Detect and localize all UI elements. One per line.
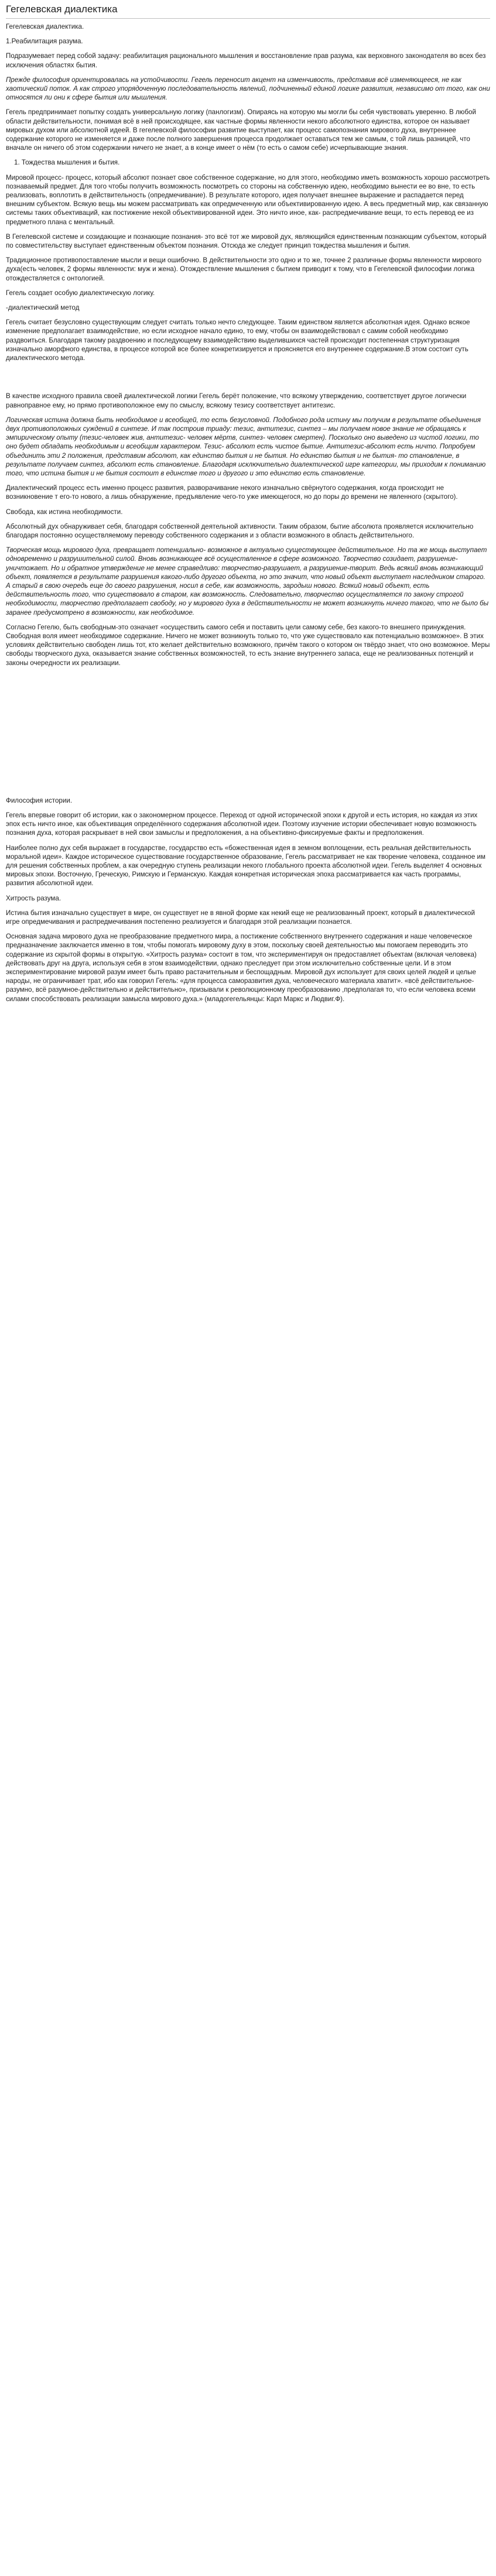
document-body	[6, 22, 490, 1003]
paragraph: Хитрость разума.	[6, 894, 61, 902]
paragraph: Свобода, как истина необходимости.	[6, 508, 123, 516]
paragraph: Гегель впервые говорит об истории, как о закономерном процессе. Переход от одной исторической эпохи к другой и есть история, но каждая из этих эпох есть ничто иное, как объективация определённого содержания абсолютной идеи. Поэтому изучение истории обеспечивает новую возможность познания духа, которая раскрывает в ней свои замыслы и предположения, а на объективно-фиксируемые факты и предположения.	[6, 811, 478, 837]
paragraph: -диалектический метод	[6, 304, 80, 312]
paragraph: Традиционное противопоставление мысли и вещи ошибочно. В действительности это одно и то же, точнее 2 различные формы явленности мирового духа(есть человек, 2 формы явленности: муж и жена). Отождествление мышления с бытием приводит к тому, что в Гегелевской философии логика отождествляется с онтологией.	[6, 256, 482, 282]
paragraph: Гегелевская диалектика.	[6, 23, 84, 30]
paragraph: Абсолютный дух обнаруживает себя, благодаря собственной деятельной активности. Таким образом, бытие абсолюта проявляется исключительно благодаря постоянно осуществляемому переводу собственного содержания и з области возможного в область действительного.	[6, 522, 474, 539]
paragraph: Философия истории.	[6, 796, 73, 804]
section-spacer	[6, 673, 490, 796]
page-title: Гегелевская диалектика	[6, 4, 490, 19]
paragraph: Прежде философия ориентировалась на устойчивости. Гегель переносит акцент на изменчивость, представив всё изменяющееся, не как хаотический поток. А как строго упорядоченную последовательность явлений, подчиненный единой логике развития, независимо от того, как они относятся ли они к сфере бытия или мышления.	[6, 76, 490, 102]
paragraph: Гегель предпринимает попытку создать универсальную логику (панлогизм). Опираясь на которую мы могли бы себя чувствовать уверенно. В любой области действительности, понимая всё в ней происходящее, как частные формы явленности некого абсолютного единства, которое он называет мировых духом или абсолютной идеей. В гегелевской философии развитие выступает, как процесс самопознания мирового духа, внутреннее содержание которого не изменяется и даже после полного завершения процесса продолжает оставаться тем же самым, с той лишь разницей, что вначале он ничего об этом содержании ничего не знает, а в конце имеет о нём (то есть о самом себе) исчерпывающие знания.	[6, 108, 476, 152]
list-item: 1. Тождества мышления и бытия.	[14, 159, 120, 167]
section-spacer	[6, 368, 490, 392]
paragraph: В качестве исходного правила своей диалектической логики Гегель берёт положение, что всякому утверждению, соответствует другое логически равноправное ему, но прямо противоположное ему по смыслу, всякому тезису соответствует антитезис.	[6, 392, 467, 409]
paragraph: Логическая истина должна быть необходимое и всеобщей, то есть безусловной. Подобного рода истину мы получим в результате объединения двух противоположных суждений в синтезе. И так построив триаду: тезис, антитезис, синтез – мы получаем новое знание не обращаясь к эмпирическому опыту (тезис-человек жив, антитезис- человек мёртв, синтез- человек смертен). Посколько оно выведено из чистой логики, то оно будет обладать необходимым и всеобщим характером. Тезис- абсолют есть чистое бытие. Антитезис-абсолют есть ничто. Попробуем объединить эти 2 положения, представим абсолют, как единство бытия и не бытия. Но единство бытия и не бытия- то становление, в результате получаем синтез, абсолют есть становление. Благодаря исключительно диалектической игре категории, мы приходим к пониманию того, что истина бытия и не бытия состоит в единстве того и другого и это единство есть становление.	[6, 416, 486, 477]
paragraph: В Гегелевской системе и созидающие и познающие познания- это всё тот же мировой дух, являющийся единственным познающим субъектом, который по совместительству выступает единственным объектом познания. Отсюда же следует принцип тождества мышления и бытия.	[6, 232, 487, 250]
paragraph: Мировой процесс- процесс, который абсолют познает свое собственное содержание, но для этого, необходимо иметь возможность хорошо рассмотреть познаваемый предмет. Для того чтобы получить возможность посмотреть со стороны на собственную идею, необходимо вынести ее во вне, то есть реализовать, воплотить в действительность (опредмечивание). В результате которого, идея получает внешнее выражение и распадается перед внешним субъектом. Всякую вещь мы можем рассматривать как опредмеченную или объективированную идею. А весь предметный мир, как связанную системы таких объективаций, как постижение некой объективированной идеи. Это ничто иное, как- распредмечивание вещи, то есть перевод ее из предметного плана с ментальный.	[6, 173, 490, 226]
paragraph: Диалектический процесс есть именно процесс развития, разворачивание некого изначально свёрнутого содержания, когда происходит не возникновение т его-то нового, а лишь обнаружение, предъявление чего-то уже имеющегося, но до поры до времени не явленного (скрытого).	[6, 484, 458, 501]
paragraph: Подразумевает перед собой задачу: реабилитация рационального мышления и восстановление прав разума, как верховного законодателя во всех без исключения областях бытия.	[6, 52, 486, 69]
paragraph: Гегель считает безусловно существующим следует считать только нечто следующее. Таким единством является абсолютная идея. Однако всякое изменение предполагает взаимодействие, но если исходное начало едино, то ему, чтобы он взаимодействовал с самим собой необходимо раздвоиться. Благодаря такому раздвоению и последующему взаимодействию выделившихся частей происходит постепенная структуризация изначально аморфного единства, в процессе которой все более конкретизируется и проясняется его внутреннее содержание.В этом состоит суть диалектического метода.	[6, 318, 470, 362]
paragraph: Творческая мощь мирового духа, превращает потенциально- возможное в актуально существующее действительное. Но та же мощь выступает одновременно и разрушительной силой. Вновь возникающее всё осуществленное в сфере возможного. Творчество созидает, разрушение- уничтожает. Но и обратное утверждение не менее справедливо: творчество-разрушает, а разрушение-творит. Ведь всякий вновь возникающий объект, появляется в результате разрушения какого-либо другого объекта, но это значит, что новый объект выступает наследником старого. А старый в свою очередь еще до своего разрушения, носил в себе, как возможность, зародыш нового. Всякий новый объект, есть действительность того, что существовало в старом, как возможность. Следовательно, творчество осуществляется по закону строгой необходимости, творчество предполагает свободу, но у мирового духа в действительности не может возникнуть ничего такого, что не было бы заранее предусмотрено в возможности, как необходимое.	[6, 546, 489, 616]
paragraph: Гегель создает особую диалектическую логику.	[6, 289, 155, 297]
document-page	[0, 0, 496, 1021]
paragraph: 1.Реабилитация разума.	[6, 37, 83, 46]
paragraph: Истина бытия изначально существует в мире, он существует не в явной форме как некий еще не реализованный проект, который в диалектической игре опредмечивания и распредмечивания постепенно реализуется и благодаря этой реализации познается.	[6, 909, 475, 926]
paragraph: Наиболее полно дух себя выражает в государстве, государство есть «божественная идея в земном воплощении, есть реальная действительность моральной идеи». Каждое историческое существование государственное образование, Гегель рассматривает не как творение человека, созданное им для решения собственных проблем, а как очередную ступень реализации некого глобального проекта абсолютной идеи. Гегель выделяет 4 основных мировых эпохи. Восточную, Греческую, Римскую и Германскую. Каждая конкретная историческая эпоха рассматривается как часть программы, развития абсолютной идеи.	[6, 844, 485, 888]
paragraph: Основная задача мирового духа не преобразование предметного мира, а постижение собственного внутреннего содержания и наше человеческое предназначение заключается именно в том, чтобы помогать мировому духу в этом, поскольку своей деятельностью мы помогаем переводить это содержание из скрытой формы в открытую. «Хитрость разума» состоит в том, что экспериментируя он предоставляет объектам (включая человека) действовать друг на друга, используя себя в этом взаимодействии, однако преследует при этом исключительно собственные цели. И в этом экспериментирование мировой разум имеет быть право растачительным и беспощадным. Мировой дух использует для своих целей людей и целые народы, не ограничивает трат, ибо как говорил Гегель: «для процесса саморазвития духа, человеческого материала хватит». «всё действительное-разумно, всё разумное-действительно и действительно», призывали к революционному преобразованию ,предполагая то, что если человека всеми силами способствовать реализации замысла мирового духа.» (младогегельянцы: Карл Маркс и Людвиг.Ф).	[6, 933, 477, 1003]
paragraph: Согласно Гегелю, быть свободным-это означает «осуществить самого себя и поставить цели самому себе, без какого-то внешнего принуждения. Свободная воля имеет необходимое содержание. Ничего не может возникнуть только то, что уже существовало как потенциально возможное». В этих условиях действительно свободен лишь тот, кто желает действительно возможного, причём такого о котором он твёрдо знает, что оно возможное. Меры свободы творческого духа, оказывается знание собственных возможностей, то есть знание внутреннего запаса, еще не реализованных потенций и законы очередности их реализации.	[6, 623, 490, 667]
